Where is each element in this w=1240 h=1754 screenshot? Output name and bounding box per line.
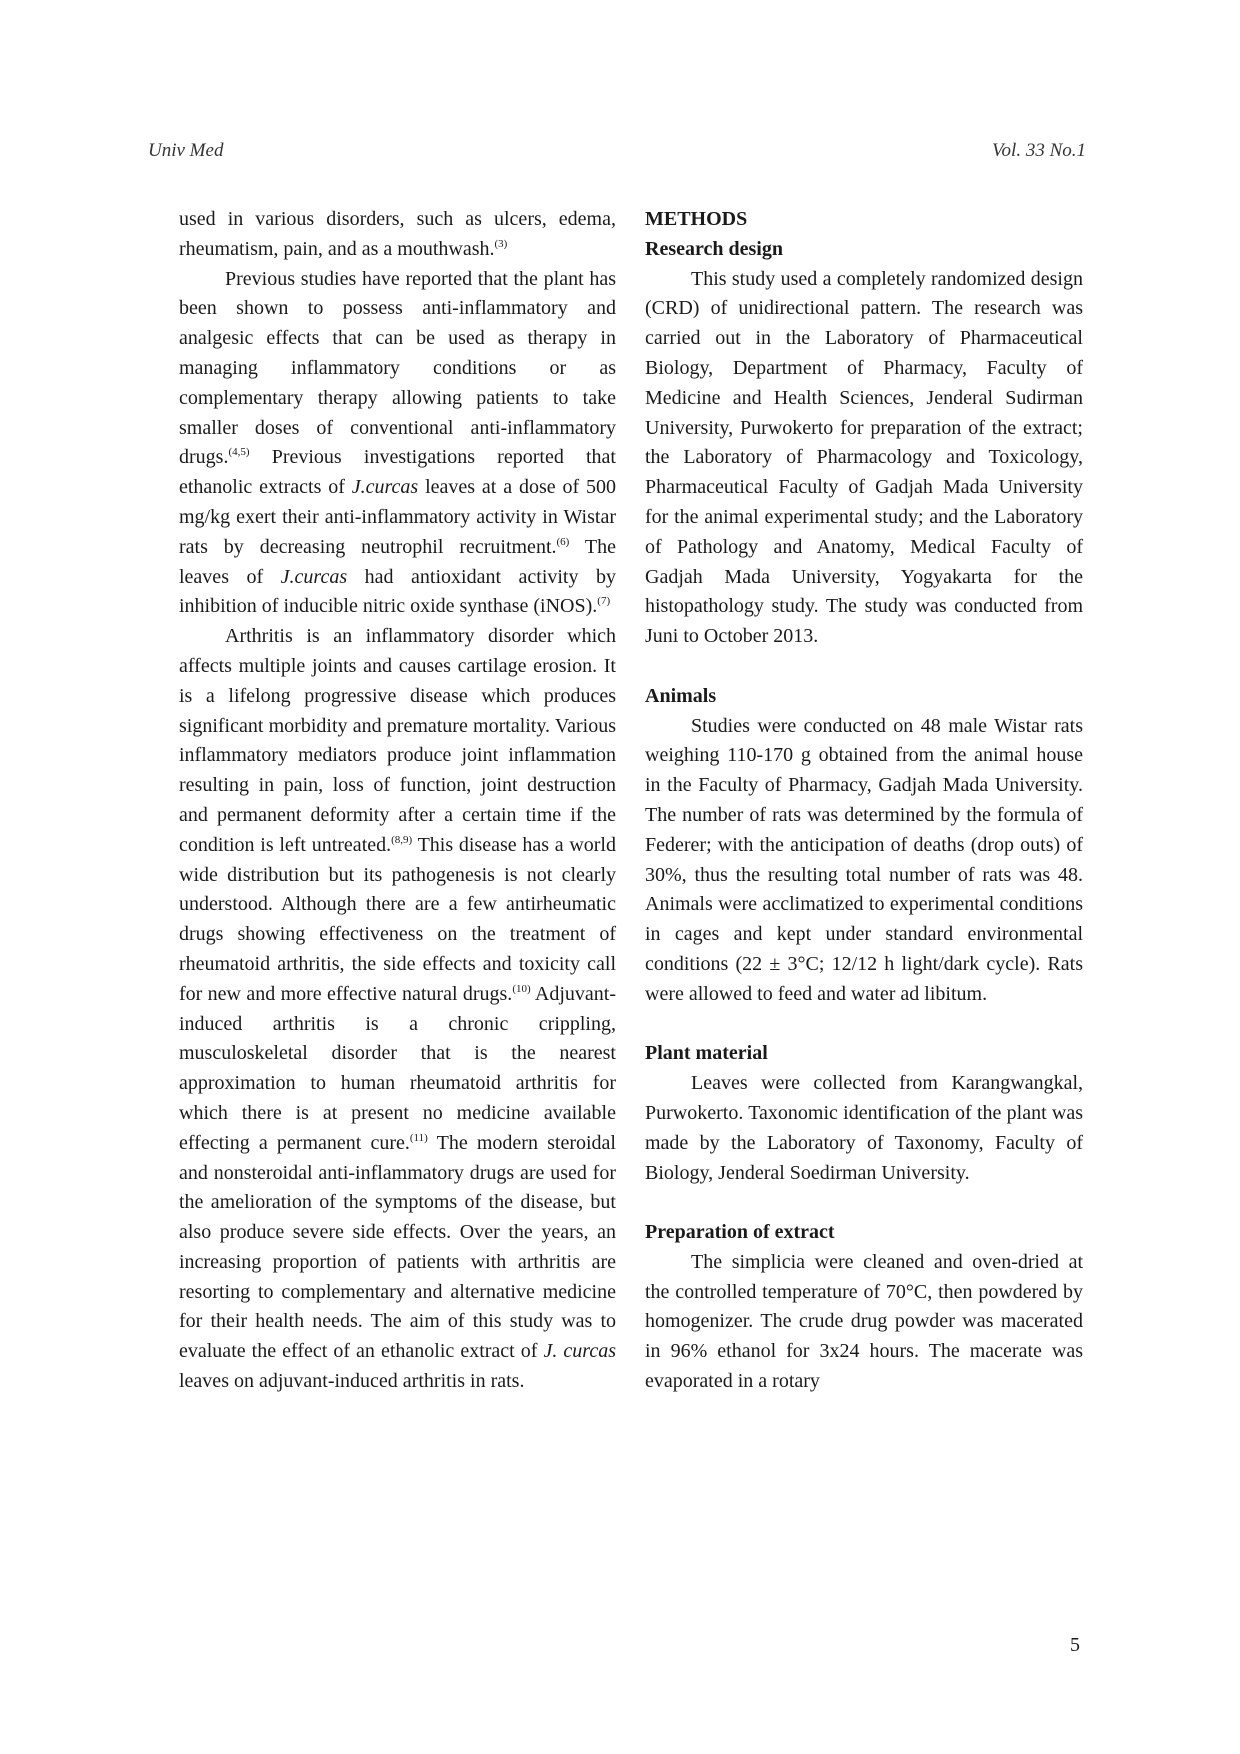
animals-text: Studies were conducted on 48 male Wistar rats weighing 110-170 g obtained from the animal house in the Faculty of Pharmacy, Gadjah Mada University. The number of rats was determined by the formula of Federer; with the anticipation of deaths (drop outs) of 30%, thus the resulting total number of rats was 48. Animals were acclimatized to experimental conditions in cages and kept under standard environmental conditions (22 ± 3°C; 12/12 h light/dark cycle). Rats were allowed to feed and water ad libitum. — [645, 714, 1083, 1005]
citation: (7) — [597, 595, 611, 608]
paragraph-2-text-e: had antioxidant activity by inhibition of inducible nitric oxide synthase (iNOS). — [179, 565, 616, 618]
heading-plant-material: Plant material — [645, 1042, 768, 1065]
paragraph-2-text-a: Previous studies have reported that the plant has been shown to possess anti-inflammatory and analgesic effects that can be used as therapy in managing inflammatory conditions or as complementary therapy allowing patients to take smaller doses of conventional anti-inflammatory drugs. — [179, 267, 616, 469]
left-column — [179, 205, 616, 1397]
paragraph-2-text-b: Previous investigations reported that ethanolic extracts of — [179, 446, 616, 499]
spacer — [645, 652, 1083, 682]
citation: (8,9) — [391, 833, 413, 846]
paragraph-3-text-d: The modern steroidal and nonsteroidal anti-inflammatory drugs are used for the amelioration of the symptoms of the disease, but also produce severe side effects. Over the years, an increasing proportion of patients with arthritis are resorting to complementary and alternative medicine for their health needs. The aim of this study was to evaluate the effect of an ethanolic extract of — [179, 1131, 616, 1363]
paragraph-3-text-a: Arthritis is an inflammatory disorder which affects multiple joints and causes cartilage erosion. It is a lifelong progressive disease which produces significant morbidity and premature mortality. Various inflammatory mediators produce joint inflammation resulting in pain, loss of function, joint destruction and permanent deformity after a certain time if the condition is left untreated. — [179, 625, 616, 856]
paragraph-2-text-d: The leaves of — [179, 535, 616, 588]
running-head-volume: Vol. 33 No.1 — [992, 140, 1086, 161]
spacer — [645, 1010, 1083, 1040]
species-name: J.curcas — [280, 565, 348, 588]
citation: (4,5) — [228, 446, 250, 459]
citation: (11) — [409, 1131, 428, 1144]
species-name: J. curcas — [543, 1340, 616, 1363]
paragraph-3 — [179, 622, 616, 1397]
section-title-methods: METHODS — [645, 208, 748, 230]
running-head-journal: Univ Med — [148, 140, 224, 161]
citation: (3) — [494, 237, 508, 250]
paragraph-2 — [179, 265, 616, 623]
heading-animals: Animals — [645, 684, 717, 707]
right-column — [645, 205, 1083, 1397]
paragraph-1-text: used in various disorders, such as ulcers, edema, rheumatism, pain, and as a mouthwash. — [179, 208, 616, 260]
research-design-text: This study used a completely randomized design (CRD) of unidirectional pattern. The research was carried out in the Laboratory of Pharmaceutical Biology, Department of Pharmacy, Faculty of Medicine and Health Sciences, Jenderal Sudirman University, Purwokerto for preparation of the extract; the Laboratory of Pharmacology and Toxicology, Pharmaceutical Faculty of Gadjah Mada University for the animal experimental study; and the Laboratory of Pathology and Anatomy, Medical Faculty of Gadjah Mada University, Yogyakarta for the histopathology study. The study was conducted from Juni to October 2013. — [645, 267, 1083, 648]
citation: (6) — [556, 535, 570, 548]
heading-preparation-of-extract: Preparation of extract — [645, 1221, 835, 1244]
paragraph-2-text-c: leaves at a dose of 500 mg/kg exert their anti-inflammatory activity in Wistar rats by decreasing neutrophil recruitment. — [179, 476, 616, 558]
preparation-text: The simplicia were cleaned and oven-dried at the controlled temperature of 70°C, then powdered by homogenizer. The crude drug powder was macerated in 96% ethanol for 3x24 hours. The macerate was evaporated in a rotary — [645, 1250, 1083, 1393]
paragraph-1 — [179, 205, 616, 265]
plant-material-text: Leaves were collected from Karangwangkal, Purwokerto. Taxonomic identification of the plant was made by the Laboratory of Taxonomy, Faculty of Biology, Jenderal Soedirman University. — [645, 1072, 1083, 1184]
citation: (10) — [512, 982, 531, 995]
heading-research-design: Research design — [645, 237, 783, 260]
paragraph-3-text-c: Adjuvant-induced arthritis is a chronic crippling, musculoskeletal disorder that is the nearest approximation to human rheumatoid arthritis for which there is at present no medicine available effecting a permanent cure. — [179, 982, 616, 1154]
spacer — [645, 1188, 1083, 1218]
page-number: 5 — [1070, 1634, 1080, 1656]
paragraph-3-text-e: leaves on adjuvant-induced arthritis in rats. — [179, 1370, 525, 1393]
species-name: J.curcas — [351, 476, 419, 499]
paragraph-3-text-b: This disease has a world wide distribution but its pathogenesis is not clearly understood. Although there are a few antirheumatic drugs showing effectiveness on the treatment of rheumatoid arthritis, the side effects and toxicity call for new and more effective natural drugs. — [179, 833, 616, 1005]
